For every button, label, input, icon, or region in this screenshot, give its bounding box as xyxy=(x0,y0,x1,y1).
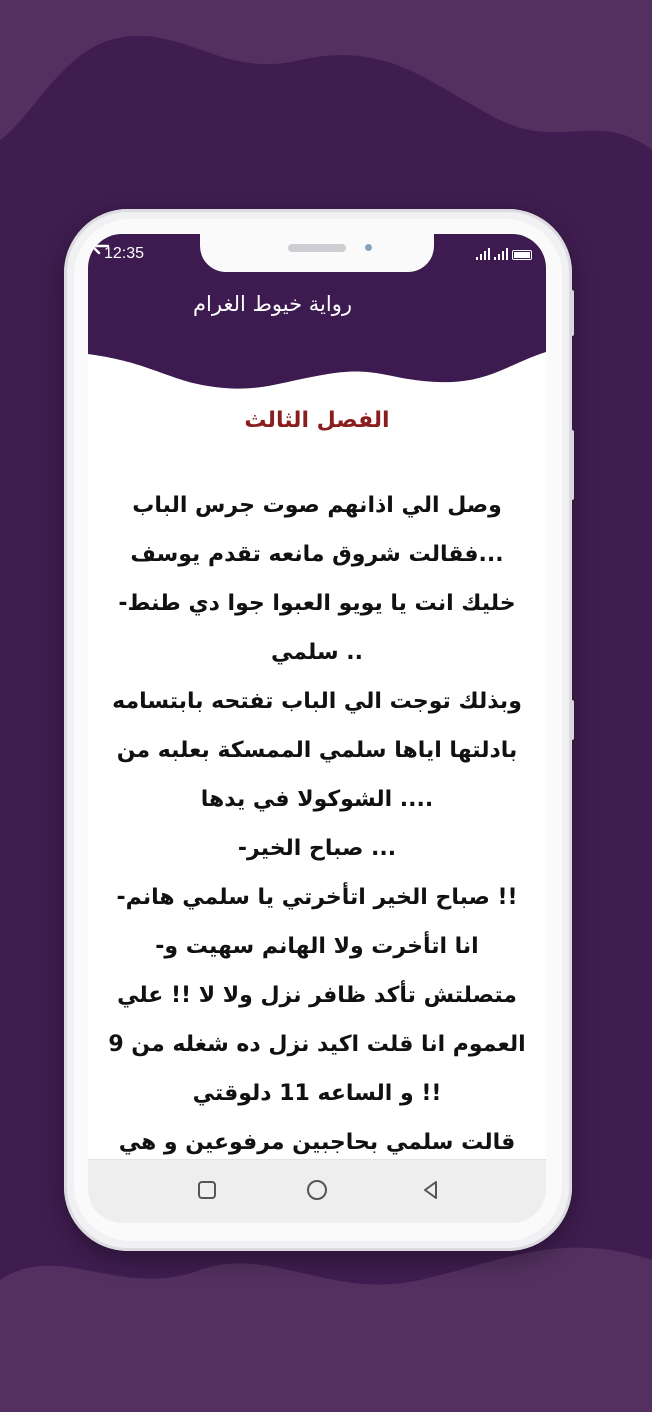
story-line: خليك انت يا يويو العبوا جوا دي طنط- xyxy=(118,591,516,616)
story-line: متصلتش تأكد ظافر نزل ولا لا !! علي xyxy=(117,983,517,1008)
speaker-grille xyxy=(288,244,346,252)
story-line: .. سلمي xyxy=(271,640,363,665)
story-line: ... صباح الخير- xyxy=(237,836,397,861)
status-time: 12:35 xyxy=(104,245,145,262)
device-screen xyxy=(88,234,546,1223)
signal-2-icon xyxy=(494,248,508,260)
camera-notch xyxy=(200,234,434,272)
story-line: !! صباح الخير اتأخرتي يا سلمي هانم- xyxy=(116,885,518,910)
chapter-title: الفصل الثالث xyxy=(244,408,390,433)
story-line: وبذلك توجت الي الباب تفتحه بابتسامه xyxy=(112,689,522,714)
side-button-bottom xyxy=(570,700,574,740)
story-line: ...فقالت شروق مانعه تقدم يوسف xyxy=(130,542,504,567)
signal-1-icon xyxy=(476,248,490,260)
side-button-middle xyxy=(570,430,574,500)
story-text xyxy=(88,481,546,1164)
story-line: وصل الي اذانهم صوت جرس الباب xyxy=(132,493,502,518)
side-button-top xyxy=(570,290,574,336)
app-header xyxy=(88,234,546,394)
story-content[interactable] xyxy=(88,394,546,1164)
arrow-left-icon[interactable] xyxy=(88,234,112,258)
circle-icon[interactable] xyxy=(305,1178,329,1202)
status-icons xyxy=(476,248,532,260)
story-line: !! و الساعه 11 دلوقتي xyxy=(192,1081,442,1106)
story-line: العموم انا قلت اكيد نزل ده شغله من 9 xyxy=(108,1032,526,1057)
story-line: قالت سلمي بحاجبين مرفوعين و هي xyxy=(118,1130,516,1155)
page-title: رواية خيوط الغرام xyxy=(193,292,352,316)
square-icon[interactable] xyxy=(195,1178,219,1202)
system-nav-bar xyxy=(88,1159,546,1223)
battery-icon xyxy=(512,250,532,260)
front-camera xyxy=(365,244,372,251)
story-line: بادلتها اياها سلمي الممسكة بعلبه من xyxy=(116,738,518,763)
triangle-left-icon[interactable] xyxy=(419,1178,443,1202)
story-line: .... الشوكولا في يدها xyxy=(200,787,434,812)
story-line: انا اتأخرت ولا الهانم سهيت و- xyxy=(155,934,479,959)
